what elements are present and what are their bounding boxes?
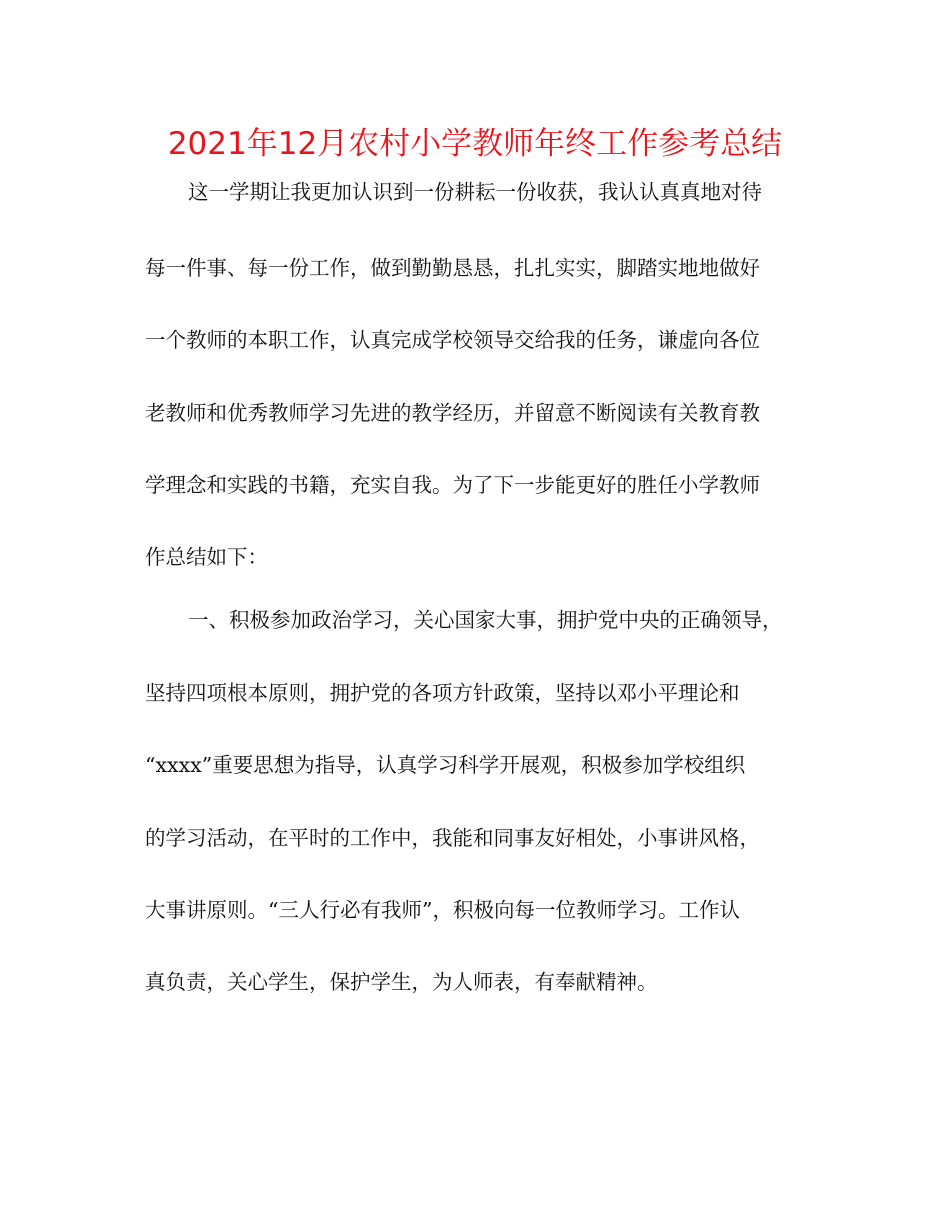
paragraph-line: 一、积极参加政治学习，关心国家大事，拥护党中央的正确领导，	[188, 608, 783, 632]
paragraph-line: 学理念和实践的书籍，充实自我。为了下一步能更好的胜任小学教师	[145, 473, 760, 497]
paragraph-line: 真负责，关心学生，保护学生，为人师表，有奉献精神。	[145, 970, 658, 994]
paragraph-line: 大事讲原则。“三人行必有我师”，积极向每一位教师学习。工作认	[145, 898, 740, 922]
paragraph-line: 作总结如下：	[145, 545, 268, 569]
paragraph-line: 老教师和优秀教师学习先进的教学经历，并留意不断阅读有关教育教	[145, 401, 760, 425]
document-title: 2021年12月农村小学教师年终工作参考总结	[167, 126, 783, 162]
paragraph-line: 的学习活动，在平时的工作中，我能和同事友好相处，小事讲风格，	[145, 826, 760, 850]
paragraph-line: 一个教师的本职工作，认真完成学校领导交给我的任务，谦虚向各位	[145, 328, 760, 352]
paragraph-line: 每一件事、每一份工作，做到勤勤恳恳，扎扎实实，脚踏实地地做好	[145, 256, 760, 280]
paragraph-line: 这一学期让我更加认识到一份耕耘一份收获，我认认真真地对待	[188, 180, 762, 204]
paragraph-line: “xxxx”重要思想为指导，认真学习科学开展观，积极参加学校组织	[145, 753, 746, 777]
paragraph-line: 坚持四项根本原则，拥护党的各项方针政策，坚持以邓小平理论和	[145, 681, 740, 705]
